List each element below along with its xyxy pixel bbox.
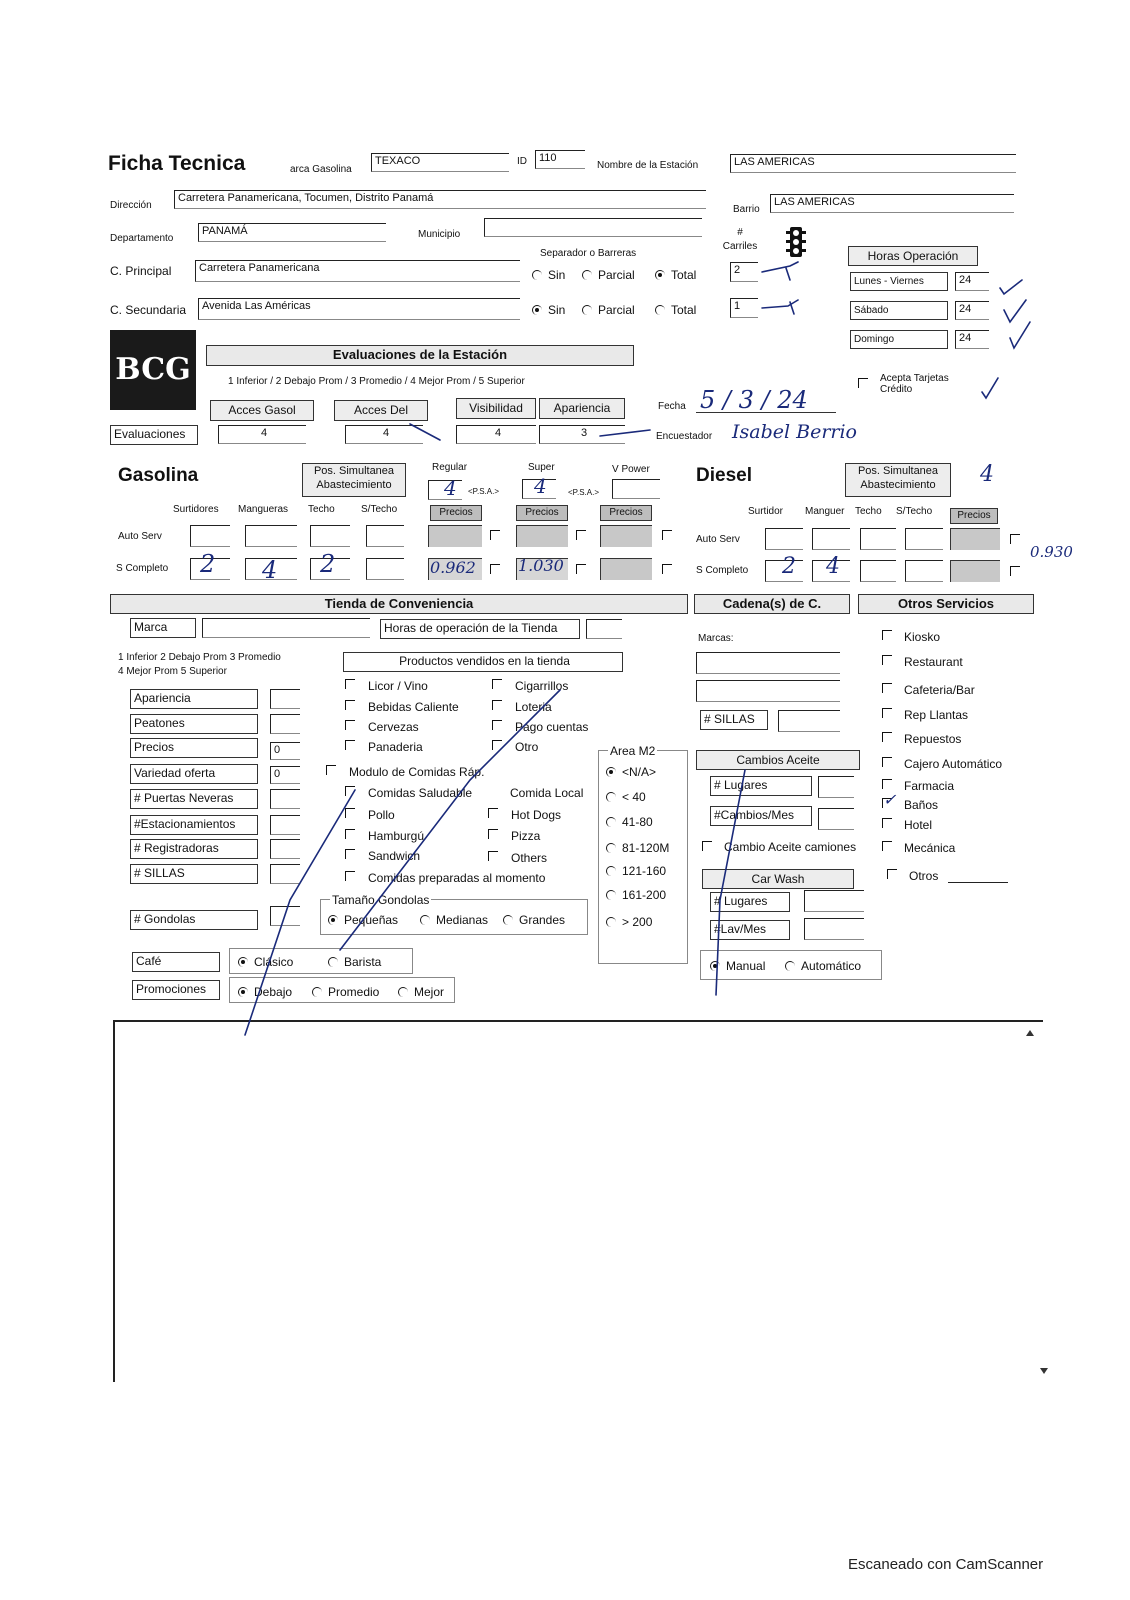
c-principal-label: C. Principal: [110, 264, 172, 278]
secundaria-sin-radio[interactable]: Sin: [532, 303, 565, 317]
tienda-row-1: Peatones: [130, 714, 258, 734]
cw-manual-radio[interactable]: Manual: [710, 959, 765, 973]
gasolina-title: Gasolina: [118, 465, 199, 486]
fecha-label: Fecha: [658, 401, 686, 412]
c-principal-field[interactable]: Carretera Panamericana: [195, 260, 520, 282]
area-41-80-radio[interactable]: 41-80: [606, 815, 653, 829]
prod-cigarrillos-label: Cigarrillos: [515, 679, 569, 693]
super-pos-handwritten: 4: [534, 474, 547, 498]
domingo-check: [1010, 322, 1030, 348]
diesel-stecho-label: S/Techo: [896, 506, 933, 517]
sabado-label: Sábado: [850, 301, 948, 320]
diagonal-stroke-right: [716, 770, 745, 995]
otros-cafeteria-label: Cafeteria/Bar: [904, 683, 975, 697]
tienda-row-2-field[interactable]: 0: [270, 742, 300, 760]
otros-title: Otros Servicios: [858, 594, 1034, 614]
diesel-precio-note-hw: 0.930: [1030, 543, 1073, 561]
gondolas-label: # Gondolas: [130, 910, 258, 930]
otros-cajero-label: Cajero Automático: [904, 757, 1003, 771]
techo-label: Techo: [308, 504, 335, 515]
psa-1: <P.S.A.>: [468, 487, 499, 496]
area-121-160-radio[interactable]: 121-160: [606, 864, 666, 878]
diesel-precios-button[interactable]: Precios: [950, 508, 998, 524]
carriles-secundaria-mark: [762, 300, 798, 308]
tarjetas-check: [982, 378, 998, 398]
comida-others-label: Others: [511, 851, 548, 865]
prod-panaderia-label: Panaderia: [368, 740, 423, 754]
carriles-principal-tick: [786, 268, 790, 280]
c-secundaria-label: C. Secundaria: [110, 303, 187, 317]
marca-field[interactable]: TEXACO: [371, 153, 509, 172]
acces-gasol-field[interactable]: 4: [218, 425, 306, 444]
tienda-scale-1: 1 Inferior 2 Debajo Prom 3 Promedio: [118, 652, 281, 663]
eval-stroke: [410, 424, 440, 440]
acces-del-button[interactable]: Acces Del: [334, 400, 428, 421]
encuestador-label: Encuestador: [656, 431, 713, 442]
cambios-mes-label: #Cambios/Mes: [710, 806, 812, 826]
bcg-logo: BCG: [110, 330, 196, 410]
otros-kiosko-label: Kiosko: [904, 630, 941, 644]
departamento-field[interactable]: PANAMÁ: [198, 223, 386, 242]
apariencia-field[interactable]: 3: [539, 425, 625, 444]
tienda-row-3-field[interactable]: 0: [270, 766, 300, 784]
comida-saludable-label: Comidas Saludable: [368, 786, 473, 800]
gas-auto-serv-label: Auto Serv: [118, 531, 162, 542]
cambios-aceite-button[interactable]: Cambios Aceite: [696, 750, 860, 770]
lunes-viernes-field[interactable]: 24: [955, 272, 989, 291]
diesel-title: Diesel: [696, 465, 752, 486]
evaluaciones-label: Evaluaciones: [110, 425, 198, 445]
productos-title: Productos vendidos en la tienda: [343, 652, 623, 672]
psa-2: <P.S.A.>: [568, 488, 599, 497]
cw-lav-label: #Lav/Mes: [710, 920, 790, 940]
c-secundaria-field[interactable]: Avenida Las Américas: [198, 298, 520, 320]
principal-total-radio[interactable]: Total: [655, 268, 696, 282]
diesel-s-completo-label: S Completo: [696, 565, 749, 576]
gas-sc-techo-hw: 2: [320, 550, 336, 578]
domingo-field[interactable]: 24: [955, 330, 989, 349]
visibilidad-button[interactable]: Visibilidad: [456, 398, 536, 419]
promo-promedio-radio[interactable]: Promedio: [312, 985, 379, 999]
carriles-principal-mark: [762, 262, 798, 272]
carriles-secundaria-field[interactable]: 1: [730, 298, 758, 318]
tamano-grandes-radio[interactable]: Grandes: [503, 913, 565, 927]
direccion-label: Dirección: [110, 200, 152, 211]
precios-super-button[interactable]: Precios: [516, 505, 568, 521]
tienda-row-4: # Puertas Neveras: [130, 789, 258, 809]
mangueras-label: Mangueras: [238, 504, 289, 515]
cadena-title: Cadena(s) de C.: [694, 594, 850, 614]
prod-otro-label: Otro: [515, 740, 539, 754]
diesel-pos-sim-hw: 4: [980, 462, 994, 487]
acces-del-field[interactable]: 4: [345, 425, 423, 444]
horas-operacion-button[interactable]: Horas Operación: [848, 246, 978, 266]
evaluaciones-scale: 1 Inferior / 2 Debajo Prom / 3 Promedio / 4 Mejor Prom / 5 Superior: [228, 376, 525, 387]
prod-bebidas-label: Bebidas Caliente: [368, 700, 459, 714]
gas-sc-mangueras-hw: 4: [262, 556, 278, 584]
precios-regular-button[interactable]: Precios: [430, 505, 482, 521]
otros-hotel-label: Hotel: [904, 818, 933, 832]
prod-licor-label: Licor / Vino: [368, 679, 428, 693]
comida-sandwich-label: Sandwich: [368, 849, 421, 863]
area-161-200-radio[interactable]: 161-200: [606, 888, 666, 902]
modulo-label: Modulo de Comidas Ráp.: [349, 765, 485, 779]
tarjetas-label: Acepta Tarjetas Crédito: [880, 373, 949, 395]
otros-llantas-label: Rep Llantas: [904, 708, 969, 722]
comida-pizza-label: Pizza: [511, 829, 541, 843]
gas-sc-precio-regular-hw: 0.962: [430, 558, 476, 577]
id-field[interactable]: 110: [535, 150, 585, 169]
stecho-label: S/Techo: [361, 504, 398, 515]
tienda-scale-2: 4 Mejor Prom 5 Superior: [118, 666, 227, 677]
diesel-auto-serv-label: Auto Serv: [696, 534, 740, 545]
comida-local-label: Comida Local: [510, 786, 584, 800]
principal-sin-radio[interactable]: Sin: [532, 268, 565, 282]
sabado-check: [1004, 300, 1026, 322]
prod-pago-label: Pago cuentas: [515, 720, 589, 734]
departamento-label: Departamento: [110, 233, 174, 244]
separador-label: Separador o Barreras: [540, 248, 637, 259]
cafe-barista-radio[interactable]: Barista: [328, 955, 381, 969]
domingo-label: Domingo: [850, 330, 948, 349]
promo-mejor-radio[interactable]: Mejor: [398, 985, 444, 999]
diesel-techo-label: Techo: [855, 506, 882, 517]
tienda-row-0: Apariencia: [130, 689, 258, 709]
id-label: ID: [517, 156, 527, 167]
precios-vpower-button[interactable]: Precios: [600, 505, 652, 521]
banos-checkmark-icon: ✓: [883, 790, 897, 809]
tienda-marca-label: Marca: [130, 618, 196, 638]
tamano-title: Tamaño Gondolas: [332, 893, 430, 907]
encuestador-handwritten[interactable]: Isabel Berrio: [732, 421, 857, 443]
fecha-handwritten[interactable]: 5 / 3 / 24: [700, 386, 808, 414]
tienda-row-3: Variedad oferta: [130, 764, 258, 784]
regular-pos-handwritten: 4: [444, 476, 457, 500]
cw-automatico-radio[interactable]: Automático: [785, 959, 861, 973]
municipio-label: Municipio: [418, 229, 461, 240]
regular-label: Regular: [432, 462, 468, 473]
carriles-label: # Carriles: [722, 227, 758, 252]
cambios-lugares-label: # Lugares: [710, 776, 812, 796]
marcas-label: Marcas:: [698, 633, 734, 644]
otros-mecanica-label: Mecánica: [904, 841, 956, 855]
area-title: Area M2: [610, 744, 656, 758]
acces-gasol-button[interactable]: Acces Gasol: [210, 400, 314, 421]
prod-cervezas-label: Cervezas: [368, 720, 419, 734]
lunes-viernes-label: Lunes - Viernes: [850, 272, 948, 291]
carriles-principal-field[interactable]: 2: [730, 262, 758, 282]
area-na-radio[interactable]: <N/A>: [606, 765, 656, 779]
form-title: Ficha Tecnica: [108, 152, 246, 175]
cw-lugares-label: # Lugares: [710, 892, 790, 912]
diesel-pos-sim-button[interactable]: Pos. Simultanea Abastecimiento: [845, 463, 951, 497]
nombre-label: Nombre de la Estación: [597, 160, 699, 171]
direccion-field[interactable]: Carretera Panamericana, Tocumen, Distrito Panamá: [174, 190, 706, 209]
tienda-row-2: Precios: [130, 738, 258, 758]
secundaria-parcial-radio[interactable]: Parcial: [582, 303, 635, 317]
barrio-field[interactable]: LAS AMERICAS: [770, 194, 1014, 213]
gasolina-pos-sim-button[interactable]: Pos. Simultanea Abastecimiento: [302, 463, 406, 497]
area-40-radio[interactable]: < 40: [606, 790, 646, 804]
principal-parcial-radio[interactable]: Parcial: [582, 268, 635, 282]
area-81-120-radio[interactable]: 81-120M: [606, 841, 669, 855]
otros-repuestos-label: Repuestos: [904, 732, 962, 746]
secundaria-total-radio[interactable]: Total: [655, 303, 696, 317]
car-wash-button[interactable]: Car Wash: [702, 869, 854, 889]
promo-debajo-radio[interactable]: Debajo: [238, 985, 292, 999]
vpower-label: V Power: [612, 464, 650, 475]
tienda-row-7: # SILLAS: [130, 864, 258, 884]
encuestador-stroke: [600, 430, 650, 436]
prod-loteria-label: Loteria: [515, 700, 552, 714]
diesel-sc-surtidor-hw: 2: [782, 554, 796, 579]
diesel-surtidor-label: Surtidor: [748, 506, 784, 517]
evaluaciones-title: Evaluaciones de la Estación: [206, 345, 634, 366]
barrio-label: Barrio: [733, 204, 760, 215]
tamano-pequenas-radio[interactable]: Pequeñas: [328, 913, 398, 927]
diagonal-stroke-mid: [340, 690, 560, 950]
cafe-clasico-radio[interactable]: Clásico: [238, 955, 293, 969]
comida-pollo-label: Pollo: [368, 808, 395, 822]
sabado-field[interactable]: 24: [955, 301, 989, 320]
comida-hamburguesa-label: Hamburgú: [368, 829, 425, 843]
camscanner-footer: Escaneado con CamScanner: [848, 1556, 1044, 1573]
gas-sc-precio-super-hw: 1.030: [518, 556, 564, 575]
cafe-label: Café: [132, 952, 220, 972]
camiones-label: Cambio Aceite camiones: [724, 840, 857, 854]
tienda-title: Tienda de Conveniencia: [110, 594, 688, 614]
otros-restaurant-label: Restaurant: [904, 655, 963, 669]
promociones-label: Promociones: [132, 980, 220, 1000]
diesel-manguer-label: Manguer: [805, 506, 845, 517]
super-label: Super: [528, 462, 555, 473]
tienda-horas-label: Horas de operación de la Tienda: [380, 619, 580, 639]
area-200-radio[interactable]: > 200: [606, 915, 652, 929]
comida-hotdogs-label: Hot Dogs: [511, 808, 562, 822]
gas-sc-surtidores-hw: 2: [200, 550, 216, 578]
diagonal-stroke-left: [245, 790, 355, 1035]
gas-s-completo-label: S Completo: [116, 563, 169, 574]
visibilidad-field[interactable]: 4: [456, 425, 536, 444]
apariencia-button[interactable]: Apariencia: [539, 398, 625, 419]
tamano-medianas-radio[interactable]: Medianas: [420, 913, 488, 927]
otros-farmacia-label: Farmacia: [904, 779, 955, 793]
comida-preparadas-label: Comidas preparadas al momento: [368, 871, 546, 885]
nombre-field[interactable]: LAS AMERICAS: [730, 154, 1016, 173]
cadena-sillas-label: # SILLAS: [700, 710, 768, 730]
surtidores-label: Surtidores: [173, 504, 219, 515]
otros-banos-label: Baños: [904, 798, 939, 812]
tienda-row-5: #Estacionamientos: [130, 815, 258, 835]
tienda-row-6: # Registradoras: [130, 839, 258, 859]
marca-label: arca Gasolina: [290, 164, 352, 175]
diesel-sc-manguer-hw: 4: [826, 554, 840, 579]
otros-otros-label: Otros: [909, 869, 939, 883]
lunes-check: [1000, 280, 1022, 294]
